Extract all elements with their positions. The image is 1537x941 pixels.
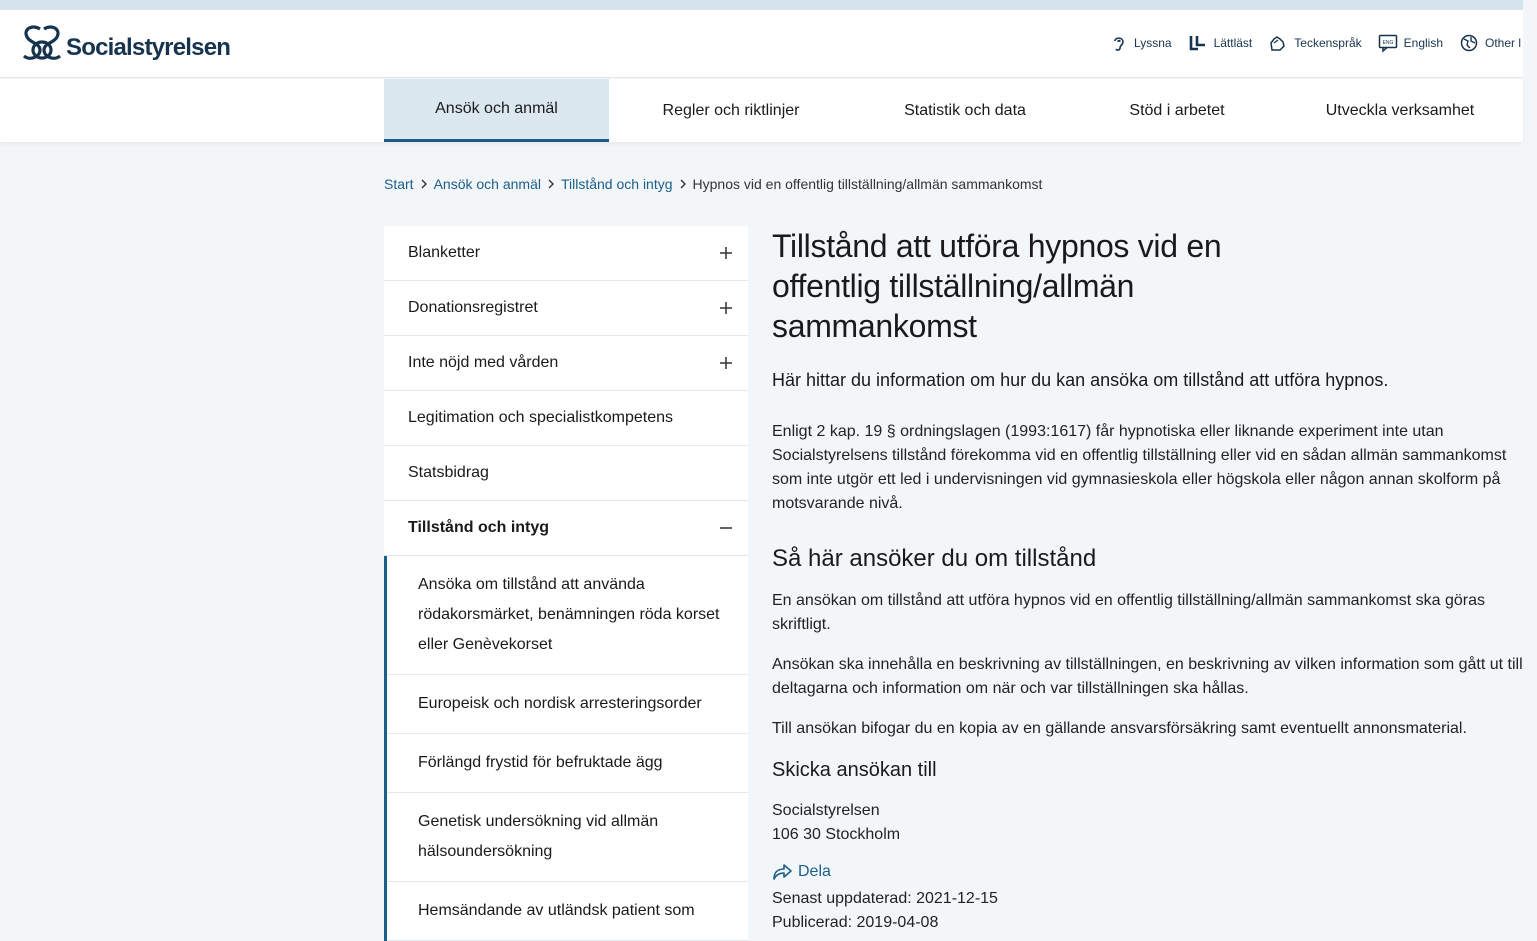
- nav-stod-i-arbetet[interactable]: Stöd i arbetet: [1129, 101, 1225, 119]
- paragraph: En ansökan om tillstånd att utföra hypnos vid en offentlig tillställning/allmän sammankomst ska göras skriftligt.: [772, 592, 1485, 633]
- address-line: Socialstyrelsen: [772, 802, 880, 819]
- language-icon: [1378, 34, 1398, 52]
- page-title: Tillstånd att utföra hypnos vid en offentlig tillställning/allmän sammankomst: [772, 228, 1222, 344]
- side-menu: [384, 226, 748, 941]
- globe-icon: [1459, 34, 1479, 52]
- paragraph: Ansökan ska innehålla en beskrivning av tillställningen, en beskrivning av vilken information som gått ut till deltagarna och information om när och var tillställningen ska hållas.: [772, 656, 1523, 697]
- accessibility-tools: [1110, 34, 1537, 52]
- nav-regler-och-riktlinjer[interactable]: Regler och riktlinjer: [662, 101, 800, 119]
- submenu-item[interactable]: Europeisk och nordisk arresteringsorder: [387, 675, 748, 734]
- nav-ansok-och-anmal[interactable]: Ansök och anmäl: [384, 79, 609, 142]
- minus-icon[interactable]: [718, 520, 734, 536]
- easy-read-icon: [1188, 34, 1208, 52]
- address-line: 106 30 Stockholm: [772, 826, 901, 843]
- breadcrumb-current: Hypnos vid en offentlig tillställning/allmän sammankomst: [692, 176, 1043, 192]
- menu-item-blanketter[interactable]: [384, 226, 748, 281]
- share-button[interactable]: [772, 863, 1523, 881]
- svg-text:ENG: ENG: [1382, 40, 1394, 46]
- last-updated: Senast uppdaterad: 2021-12-15: [772, 890, 998, 907]
- menu-item-donationsregistret[interactable]: [384, 281, 748, 336]
- submenu-item[interactable]: Genetisk undersökning vid allmän hälsoundersökning: [387, 793, 748, 882]
- nav-statistik-och-data[interactable]: Statistik och data: [904, 101, 1026, 119]
- subsection-heading: Skicka ansökan till: [772, 759, 937, 781]
- tool-label: Lättläst: [1213, 36, 1253, 50]
- intro-paragraph: Enligt 2 kap. 19 § ordningslagen (1993:1617) får hypnotiska eller liknande experiment inte utan Socialstyrelsens tillstånd förekomma vid en offentlig tillställning eller vid en sådan allmän sammankomst som inte utgör ett led i undervisningen vid gymnasieskola eller högskola eller någon annan skolform på motsvarande nivå.: [772, 423, 1507, 512]
- breadcrumb-tillstand-och-intyg[interactable]: Tillstånd och intyg: [560, 176, 673, 192]
- tool-lyssna[interactable]: [1110, 34, 1172, 52]
- tool-other-languages[interactable]: [1459, 34, 1521, 52]
- tool-label: Lyssna: [1134, 36, 1172, 50]
- lead-text: Här hittar du information om hur du kan ansöka om tillstånd att utföra hypnos.: [772, 370, 1389, 390]
- menu-item-statsbidrag[interactable]: [384, 446, 748, 501]
- share-label: Dela: [798, 863, 831, 880]
- menu-item-label: Inte nöjd med vården: [408, 354, 559, 371]
- menu-item-tillstand-och-intyg[interactable]: [384, 501, 748, 556]
- share-icon: [772, 863, 792, 881]
- menu-item-label: Blanketter: [408, 244, 481, 261]
- submenu-tillstand-och-intyg: [384, 556, 748, 941]
- menu-item-label: Donationsregistret: [408, 299, 538, 316]
- published-date: Publicerad: 2019-04-08: [772, 914, 939, 931]
- menu-item-label: Statsbidrag: [408, 464, 489, 481]
- plus-icon[interactable]: [718, 355, 734, 371]
- tool-label: English: [1403, 36, 1444, 50]
- paragraph: Till ansökan bifogar du en kopia av en gällande ansvarsförsäkring samt eventuellt annonsmaterial.: [772, 720, 1467, 737]
- nav-utveckla-verksamhet[interactable]: Utveckla verksamhet: [1325, 101, 1475, 119]
- logo-text: Socialstyrelsen: [66, 34, 231, 61]
- logo-mark-icon: [20, 24, 64, 62]
- tool-lattlast[interactable]: [1188, 34, 1253, 52]
- site-header: [0, 10, 1523, 78]
- breadcrumb-ansok-och-anmal[interactable]: Ansök och anmäl: [433, 176, 541, 192]
- chevron-right-icon: [420, 179, 428, 189]
- submenu-item[interactable]: Förlängd frystid för befruktade ägg: [387, 734, 748, 793]
- tool-label: Teckenspråk: [1294, 36, 1362, 50]
- plus-icon[interactable]: [718, 245, 734, 261]
- submenu-item[interactable]: Hemsändande av utländsk patient som: [387, 882, 748, 941]
- tool-teckensprak[interactable]: [1268, 34, 1361, 52]
- breadcrumb-start[interactable]: Start: [384, 176, 414, 192]
- submenu-item[interactable]: Ansöka om tillstånd att använda rödakorsmärket, benämningen röda korset eller Genèvekorset: [387, 556, 748, 675]
- menu-item-inte-nojd-med-varden[interactable]: [384, 336, 748, 391]
- chevron-right-icon: [547, 179, 555, 189]
- tool-label: Other l: [1485, 36, 1522, 50]
- chevron-right-icon: [679, 179, 687, 189]
- menu-item-label: Legitimation och specialistkompetens: [408, 409, 674, 426]
- main-nav: [0, 79, 1523, 142]
- section-heading: Så här ansöker du om tillstånd: [772, 545, 1097, 572]
- tool-english[interactable]: [1378, 34, 1443, 52]
- breadcrumb: [384, 176, 1042, 192]
- logo[interactable]: [20, 23, 230, 63]
- main-content: [772, 226, 1523, 935]
- plus-icon[interactable]: [718, 300, 734, 316]
- menu-item-legitimation[interactable]: [384, 391, 748, 446]
- ear-icon: [1110, 34, 1128, 52]
- menu-item-label: Tillstånd och intyg: [408, 519, 550, 536]
- top-strip: [0, 0, 1523, 10]
- sign-language-icon: [1268, 34, 1288, 52]
